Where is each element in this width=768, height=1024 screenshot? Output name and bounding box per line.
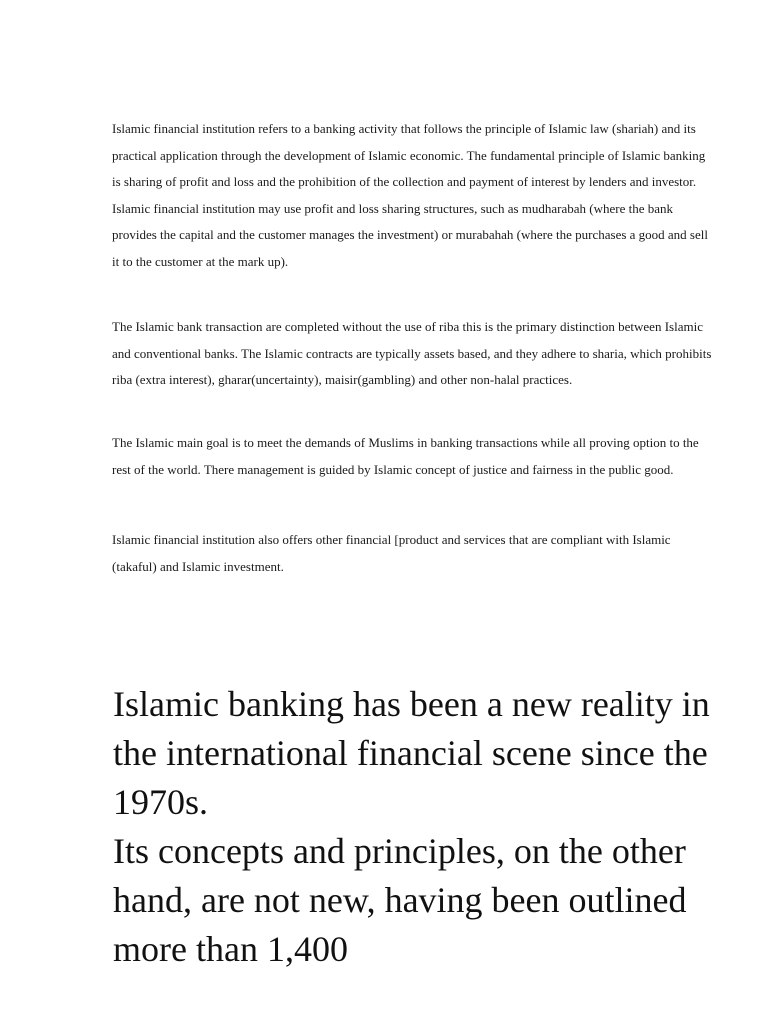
paragraph-riba-distinction: The Islamic bank transaction are completed without the use of riba this is the primary distinction between Islamic and conventional banks. The Islamic contracts are typically assets based, and they adhere to sharia, which prohibits riba (extra interest), gharar(uncertainty), maisir(gambling) and other non-halal practices.: [112, 319, 712, 387]
paragraph-other-products: Islamic financial institution also offers other financial [product and services that are compliant with Islamic (takaful) and Islamic investment.: [112, 532, 671, 574]
large-text-line-1: Islamic banking has been a new reality in the international financial scene since the 1970s.: [113, 684, 710, 822]
paragraph-islamic-financial-institution: Islamic financial institution refers to a banking activity that follows the principle of Islamic law (shariah) and its practical application through the development of Islamic economic. The fundamental principle of Islamic banking is sharing of profit and loss and the prohibition of the collection and payment of interest by lenders and investor. Islamic financial institution may use profit and loss sharing structures, such as mudharabah (where the bank provides the capital and the customer manages the investment) or murabahah (where the purchases a good and sell it to the customer at the mark up).: [112, 121, 708, 269]
large-text-block: [113, 680, 753, 974]
large-text-line-2: Its concepts and principles, on the other hand, are not new, having been outlined more than 1,400: [113, 831, 687, 969]
paragraph-main-goal: The Islamic main goal is to meet the demands of Muslims in banking transactions while all proving option to the rest of the world. There management is guided by Islamic concept of justice and fairness in the public good.: [112, 435, 699, 477]
